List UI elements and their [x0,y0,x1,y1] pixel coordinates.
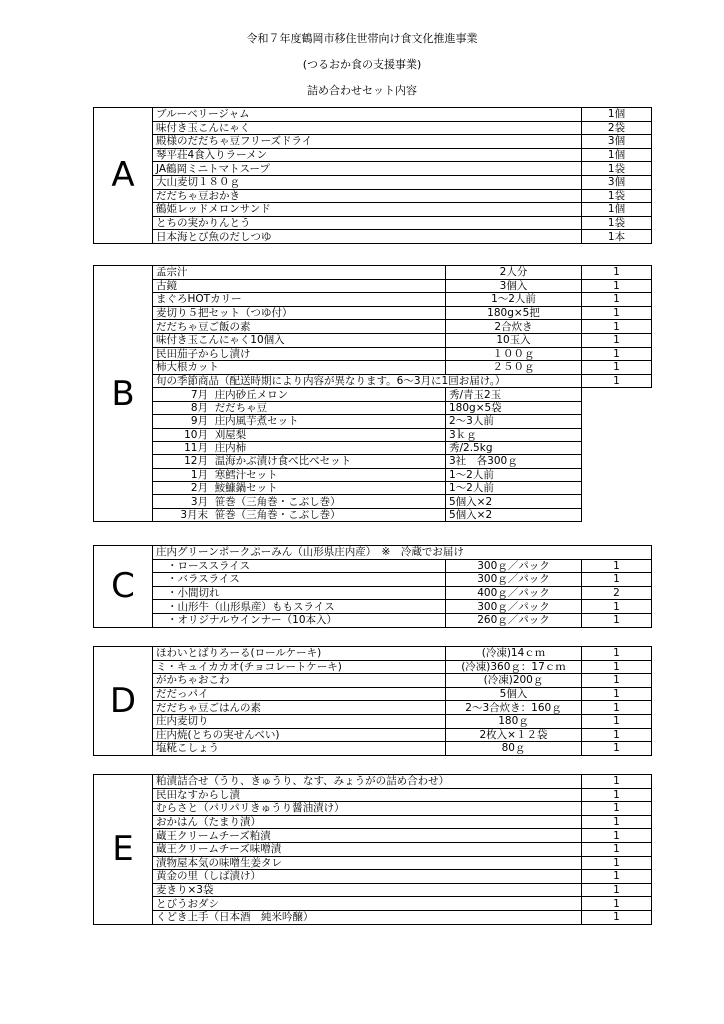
document-heading: 詰め合わせセット内容 [307,84,417,97]
seasonal-month: 12月 [184,455,208,468]
seasonal-name: 笹巻（三角巻・こぶし巻） [214,509,341,522]
item-qty: 2 [582,586,652,600]
set-e-table [93,774,652,925]
item-qty: 1 [582,802,652,816]
item-qty: 1 [582,647,652,661]
seasonal-title: 旬の季節商品（配送時期により内容が異なります。6～3月に1回お届け。） [153,374,582,388]
item-qty: 1個 [582,148,652,162]
seasonal-spec: 5個入×2 [446,495,582,508]
item-name: 民田なすからし漬 [153,788,582,802]
item-name: ・ローススライス [153,559,446,573]
item-name: とびうおダシ [153,897,582,911]
item-name: むらさと（パリパリきゅうり醤油漬け） [153,802,582,816]
seasonal-name: 庄内柿 [214,442,247,455]
item-qty: 1 [582,883,652,897]
item-name: まぐろHOTカリー [153,293,446,307]
seasonal-item [153,428,446,441]
seasonal-name: 庄内砂丘メロン [214,388,289,401]
item-spec: 300ｇ／パック [446,573,582,587]
set-a-letter: A [94,108,153,244]
item-qty: 3個 [582,135,652,149]
set-c-title: 庄内グリーンポークぷーみん（山形県庄内産） ※ 冷蔵でお届け [153,546,652,560]
item-qty: 1 [582,660,652,674]
seasonal-item [153,495,446,508]
item-qty: 3個 [582,175,652,189]
seasonal-item [153,388,446,401]
item-qty: 1袋 [582,216,652,230]
seasonal-month: 1月 [190,468,208,481]
seasonal-spec: 3社 各300ｇ [446,455,582,468]
item-name: ・オリジナルウインナー（10本入） [153,613,446,627]
item-qty: 1 [582,266,652,280]
item-name: 庄内焼(とちの実せんべい) [153,728,446,742]
item-name: くどき上手（日本酒 純米吟醸） [153,910,582,924]
item-name: 蔵王クリームチーズ粕漬 [153,829,582,843]
item-spec: 2合炊き [446,320,582,334]
item-name: 古鏡 [153,279,446,293]
item-spec: (冷凍)360ｇ：17ｃｍ [446,660,582,674]
seasonal-item [153,508,446,521]
seasonal-month: 7月 [190,388,208,401]
seasonal-month: 3月末 [180,509,208,522]
item-name: ブルーベリージャム [153,108,582,122]
item-name: だだちゃ豆おかき [153,189,582,203]
item-name: ・山形牛（山形県産）ももスライス [153,600,446,614]
seasonal-month: 9月 [190,415,208,428]
item-qty: 1個 [582,203,652,217]
item-spec: 1～2人前 [446,293,582,307]
item-name: だだちゃ豆ご飯の素 [153,320,446,334]
seasonal-name: 鮟鱇鍋セット [214,482,278,495]
item-name: 柿大根カット [153,361,446,375]
set-d-letter: D [94,647,153,756]
item-name: JA鶴岡ミニトマトスープ [153,162,582,176]
item-qty: 1 [582,728,652,742]
item-qty: 1 [582,687,652,701]
seasonal-month: 11月 [184,442,208,455]
seasonal-spec: 5個入×2 [446,508,582,521]
seasonal-item [153,482,446,495]
blank-cell [582,482,652,495]
item-qty: 1 [582,674,652,688]
item-name: 味付き玉こんにゃく10個入 [153,333,446,347]
item-qty: 1袋 [582,189,652,203]
seasonal-item [153,401,446,414]
seasonal-item [153,441,446,454]
item-spec: 260ｇ／パック [446,613,582,627]
blank-cell [582,495,652,508]
item-name: だだっパイ [153,687,446,701]
item-qty: 1 [582,613,652,627]
item-spec: (冷凍)14ｃｍ [446,647,582,661]
item-name: 黄金の里（しば漬け） [153,870,582,884]
blank-cell [582,455,652,468]
item-name: 庄内麦切り [153,714,446,728]
item-qty: 1 [582,293,652,307]
item-name: ・バラスライス [153,573,446,587]
item-name: 蔵王クリームチーズ味噌漬 [153,842,582,856]
item-name: ・小間切れ [153,586,446,600]
item-qty: 1 [582,600,652,614]
seasonal-item [153,415,446,428]
item-name: 孟宗汁 [153,266,446,280]
seasonal-name: 笹巻（三角巻・こぶし巻） [214,495,341,508]
item-spec: 2人分 [446,266,582,280]
set-c-table [93,545,652,628]
item-spec: 180ｇ [446,714,582,728]
seasonal-name: 庄内風芋煮セット [214,415,299,428]
item-spec: 400ｇ／パック [446,586,582,600]
item-qty: 1 [582,347,652,361]
seasonal-spec: 3ｋｇ [446,428,582,441]
seasonal-name: 寒鱈汁セット [214,468,278,481]
item-qty: 1 [582,573,652,587]
item-qty: 1 [582,829,652,843]
item-qty: 1 [582,775,652,789]
item-name: 麦切り５把セット（つゆ付） [153,306,446,320]
seasonal-spec: 1～2人前 [446,482,582,495]
item-name: ミ・キュイカカオ(チョコレートケーキ) [153,660,446,674]
seasonal-name: だだちゃ豆 [214,401,268,414]
item-qty: 1 [582,910,652,924]
item-name: 大山麦切１８０ｇ [153,175,582,189]
item-name: 殿様のだだちゃ豆フリーズドライ [153,135,582,149]
set-b-table [93,265,652,522]
seasonal-month: 3月 [190,495,208,508]
item-name: 漬物屋本気の味噌生姜タレ [153,856,582,870]
item-qty: 1 [582,856,652,870]
item-spec: ２５０ｇ [446,361,582,375]
seasonal-item [153,455,446,468]
item-name: 味付き玉こんにゃく [153,121,582,135]
item-qty: 1 [582,333,652,347]
seasonal-item [153,468,446,481]
item-name: 麦きり×3袋 [153,883,582,897]
blank-cell [582,388,652,401]
item-name: がかちゃおこわ [153,674,446,688]
item-qty: 1個 [582,108,652,122]
item-qty: 1 [582,742,652,756]
blank-cell [582,428,652,441]
set-e-letter: E [94,775,153,925]
item-spec: 2枚入×１２袋 [446,728,582,742]
item-spec: 300ｇ／パック [446,559,582,573]
set-c-letter: C [94,546,153,628]
item-qty: 1袋 [582,162,652,176]
seasonal-name: 温海かぶ漬け食べ比べセット [214,455,352,468]
blank-cell [582,468,652,481]
item-name: だだちゃ豆ごはんの素 [153,701,446,715]
item-qty: 1 [582,701,652,715]
item-qty: 1 [582,870,652,884]
blank-cell [582,441,652,454]
item-name: 民田茄子からし漬け [153,347,446,361]
item-qty: 1 [582,559,652,573]
item-qty: 1 [582,320,652,334]
item-spec: １００ｇ [446,347,582,361]
blank-cell [582,401,652,414]
item-name: ほわいとばりろーる(ロールケーキ) [153,647,446,661]
item-name: 塩糀こしょう [153,742,446,756]
blank-cell [582,415,652,428]
blank-cell [582,508,652,521]
seasonal-spec: 秀/青玉2玉 [446,388,582,401]
item-qty: 1 [582,815,652,829]
set-a-table [93,107,652,244]
document-subtitle: (つるおか食の支援事業) [302,58,422,71]
item-qty: 1 [582,714,652,728]
item-spec: 3個入 [446,279,582,293]
item-name: おかはん（たまり漬） [153,815,582,829]
item-name: 日本海とび魚のだしつゆ [153,230,582,244]
item-name: 粕漬詰合せ（うり、きゅうり、なす、みょうがの詰め合わせ） [153,775,582,789]
item-qty: 1 [582,788,652,802]
item-spec: 10玉入 [446,333,582,347]
seasonal-month: 8月 [190,401,208,414]
item-qty: 1 [582,279,652,293]
item-qty: 1 [582,306,652,320]
item-name: とちの実かりんとう [153,216,582,230]
set-b-letter: B [94,266,153,522]
item-qty: 1本 [582,230,652,244]
item-spec: 180g×5把 [446,306,582,320]
item-spec: 300ｇ／パック [446,600,582,614]
seasonal-spec: 秀/2.5kg [446,441,582,454]
seasonal-name: 刈屋梨 [214,428,247,441]
item-qty: 1 [582,361,652,375]
item-spec: 2～3合炊き：160ｇ [446,701,582,715]
item-qty: 2袋 [582,121,652,135]
seasonal-spec: 2～3人前 [446,415,582,428]
seasonal-qty: 1 [582,374,652,388]
item-name: 鶴姫レッドメロンサンド [153,203,582,217]
item-spec: 80ｇ [446,742,582,756]
document-title: 令和７年度鶴岡市移住世帯向け食文化推進事業 [246,32,478,45]
item-spec: 5個入 [446,687,582,701]
set-d-table [93,646,652,756]
item-qty: 1 [582,842,652,856]
item-qty: 1 [582,897,652,911]
item-name: 琴平荘4食入りラーメン [153,148,582,162]
item-spec: (冷凍)200ｇ [446,674,582,688]
seasonal-spec: 180g×5袋 [446,401,582,414]
seasonal-month: 10月 [184,428,208,441]
seasonal-spec: 1～2人前 [446,468,582,481]
seasonal-month: 2月 [190,482,208,495]
